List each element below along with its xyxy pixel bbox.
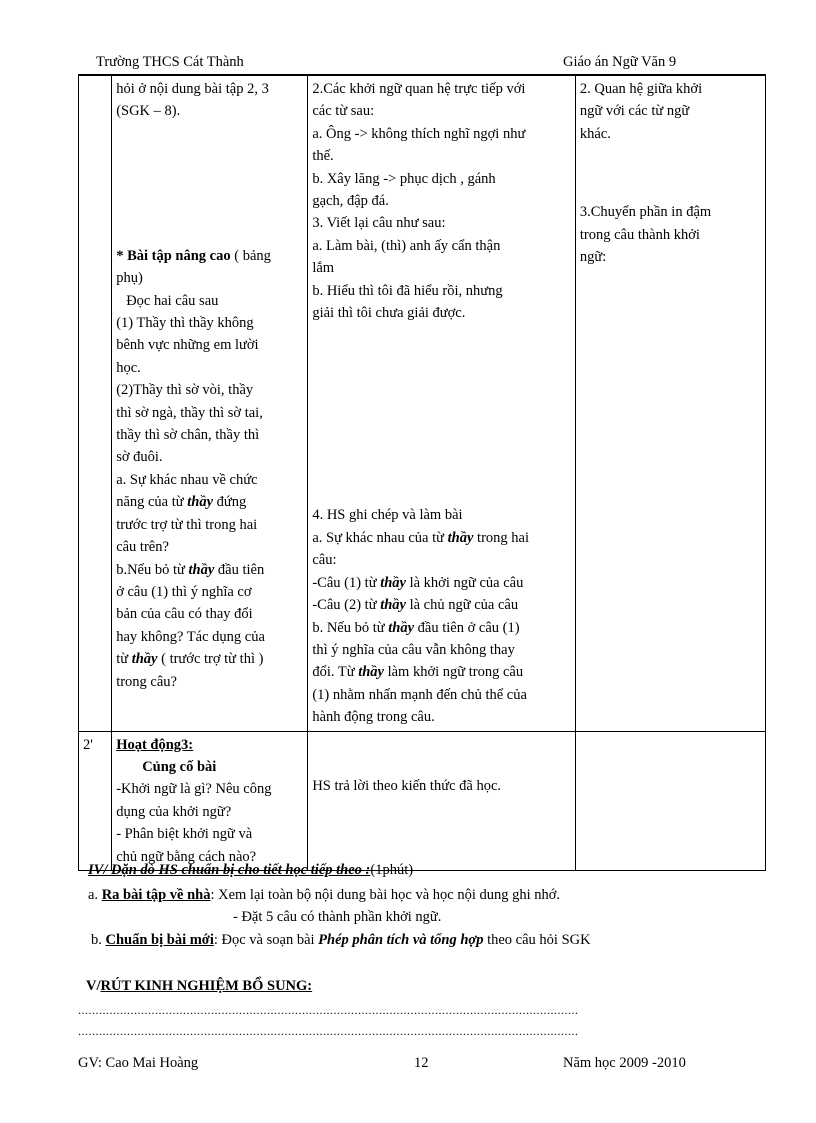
advanced-exercise-line: * Bài tập nâng cao ( bảng [116,247,271,264]
time-cell: 2' [79,731,112,870]
homework-line: a. Ra bài tập về nhà: Xem lại toàn bộ nội dung bài học và học nội dung ghi nhớ. [88,887,561,903]
teacher-text: phụ) [116,270,143,287]
question-b: b.Nếu bỏ từ thầy đầu tiên [116,561,265,578]
student-text: (1) nhằm nhấn mạnh đến chủ thể của [312,686,527,703]
student-text: thì ý nghĩa của câu vẫn không thay [312,641,515,658]
question-a: trước trợ từ thì trong hai [116,516,258,533]
teacher-text: bênh vực những em lười [116,337,259,354]
teacher-text: thì sờ ngà, thầy thì sờ tai, [116,404,263,421]
content-text: 2. Quan hệ giữa khởi [579,81,703,97]
content-cell [575,76,765,732]
student-text: a. Sự khác nhau của từ thầy trong hai [312,529,529,546]
teacher-text: - Phân biệt khởi ngữ và [116,826,253,843]
student-text: a. Ông -> không thích nghĩ ngợi như [312,125,526,142]
student-text: lắm [312,260,335,277]
student-text: -Câu (2) từ thầy là chủ ngữ của câu [312,597,519,614]
student-text: -Câu (1) từ thầy là khởi ngữ của câu [312,574,524,591]
teacher-text: hỏi ở nội dung bài tập 2, 3 [116,81,269,97]
activity-title: Củng cố bài [142,758,217,775]
footer-school-year: Năm học 2009 -2010 [563,1055,686,1071]
content-text: khác. [579,125,611,142]
teacher-text: Đọc hai câu sau [126,292,219,309]
teacher-text: (2)Thầy thì sờ vòi, thầy [116,382,254,399]
student-text: b. Nếu bỏ từ thầy đầu tiên ở câu (1) [312,619,520,636]
student-text: giải thì tôi chưa giải được. [312,305,466,322]
question-b: trong câu? [116,673,177,690]
notes-dotted-line: ............................................................................................................................................... [78,1003,579,1017]
student-text: b. Hiểu thì tôi đã hiểu rồi, nhưng [312,282,503,299]
student-text: đổi. Từ thầy làm khởi ngữ trong câu [312,664,524,681]
section5-heading-line: V/RÚT KINH NGHIỆM BỔ SUNG: [86,978,313,994]
student-text: HS trả lời theo kiến thức đã học. [312,777,502,794]
student-activity-cell [308,731,576,870]
question-a: câu trên? [116,539,169,556]
student-text: 4. HS ghi chép và làm bài [312,507,463,524]
student-text: gạch, đập đá. [312,193,389,210]
table-row [79,731,766,870]
question-b: ở câu (1) thì ý nghĩa cơ [116,583,252,600]
teacher-text: (1) Thầy thì thầy không [116,315,254,332]
section5-heading: RÚT KINH NGHIỆM BỔ SUNG: [100,978,313,994]
header-subject: Giáo án Ngữ Văn 9 [563,54,677,70]
content-text: ngữ với các từ ngữ [579,103,690,120]
prepare-title: Chuẩn bị bài mới [105,932,214,948]
student-text: các từ sau: [312,103,375,120]
student-activity-cell [308,76,576,732]
student-text: thế. [312,148,334,165]
footer-page-number: 12 [414,1055,429,1071]
question-b: từ thầy ( trước trợ từ thì ) [116,651,264,668]
question-b: hay không? Tác dụng của [116,628,265,645]
student-text: a. Làm bài, (thì) anh ấy cẩn thận [312,237,501,254]
student-text: hành động trong câu. [312,709,435,726]
question-a: a. Sự khác nhau về chức [116,471,258,488]
teacher-text: thầy thì sờ chân, thầy thì [116,427,260,444]
teacher-text: (SGK – 8). [116,103,181,120]
teacher-text: sờ đuôi. [116,449,163,466]
content-cell [575,731,765,870]
prepare-line: b. Chuẩn bị bài mới: Đọc và soạn bài Phép phân tích và tổng hợp theo câu hỏi SGK [91,932,591,948]
teacher-text: -Khởi ngữ là gì? Nêu công [116,781,272,798]
section4-heading-line [88,862,413,879]
homework-title: Ra bài tập về nhà [101,887,211,903]
student-text: 2.Các khởi ngữ quan hệ trực tiếp với [312,81,526,97]
teacher-text: chủ ngữ bằng cách nào? [116,848,257,865]
activity-heading: Hoạt động3: [116,736,194,753]
notes-dotted-line: ............................................................................................................................................... [78,1024,579,1038]
question-b: bản của câu có thay đổi [116,606,253,623]
teacher-text: học. [116,359,141,376]
footer-teacher: GV: Cao Mai Hoàng [78,1055,199,1071]
section4-duration: (1phút) [370,862,414,878]
student-text: câu: [312,552,337,569]
section4-heading: IV/ Dặn dò HS chuẩn bị cho tiết học tiếp theo : [88,862,371,878]
question-a: năng của từ thầy đứng [116,494,247,511]
table-row [79,76,766,732]
time-cell [79,76,112,732]
lesson-table [78,75,766,871]
content-text: 3.Chuyển phần in đậm [579,204,712,221]
advanced-exercise-title: * Bài tập nâng cao [116,247,231,264]
student-text: 3. Viết lại câu như sau: [312,215,446,232]
content-text: trong câu thành khởi [579,226,700,243]
next-lesson-title: Phép phân tích và tổng hợp [318,932,484,948]
teacher-activity-cell [112,731,308,870]
teacher-text: dụng của khởi ngữ? [116,803,232,820]
content-text: ngữ: [579,249,607,266]
homework-line-2: - Đặt 5 câu có thành phần khởi ngữ. [233,909,442,925]
student-text: b. Xây lăng -> phục dịch , gánh [312,170,496,187]
teacher-activity-cell [112,76,308,732]
header-school: Trường THCS Cát Thành [96,54,244,70]
